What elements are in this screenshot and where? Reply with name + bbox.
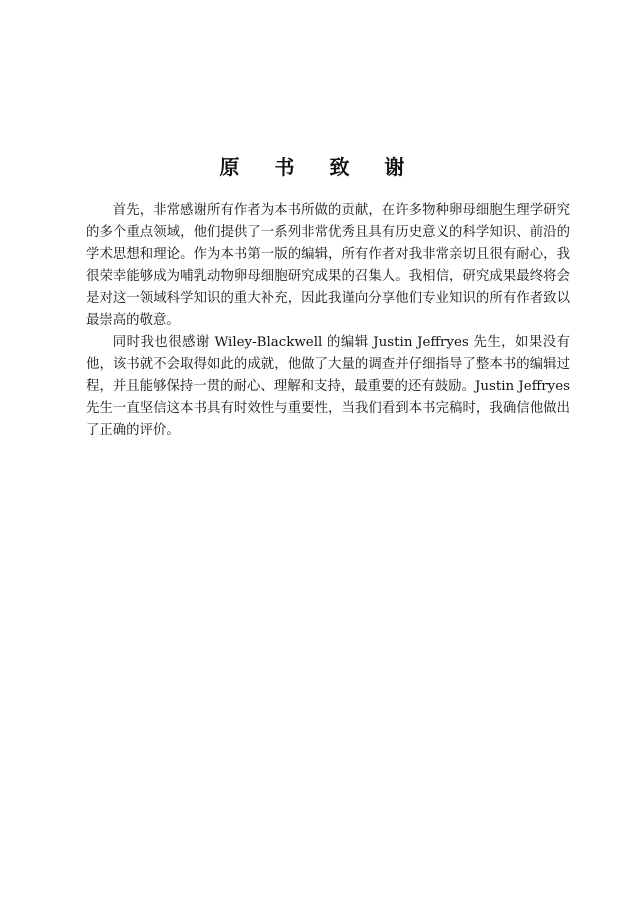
- body-text: [86, 200, 570, 442]
- paragraph-2: 同时我也很感谢 Wiley-Blackwell 的编辑 Justin Jeffryes 先生，如果没有他，该书就不会取得如此的成就，他做了大量的调查并仔细指导了整本书的编辑过程，并且能够保持一贯的耐心、理解和支持，最重要的还有鼓励。Justin Jeffryes 先生一直坚信这本书具有时效性与重要性，当我们看到本书完稿时，我确信他做出了正确的评价。: [86, 335, 570, 438]
- page-title: 原 书 致 谢: [219, 155, 419, 179]
- paragraph-1: 首先，非常感谢所有作者为本书所做的贡献，在许多物种卵母细胞生理学研究的多个重点领域，他们提供了一系列非常优秀且具有历史意义的科学知识、前沿的学术思想和理论。作为本书第一版的编辑，所有作者对我非常亲切且很有耐心，我很荣幸能够成为哺乳动物卵母细胞研究成果的召集人。我相信，研究成果最终将会是对这一领域科学知识的重大补充，因此我谨向分享他们专业知识的所有作者致以最崇高的敬意。: [86, 203, 570, 328]
